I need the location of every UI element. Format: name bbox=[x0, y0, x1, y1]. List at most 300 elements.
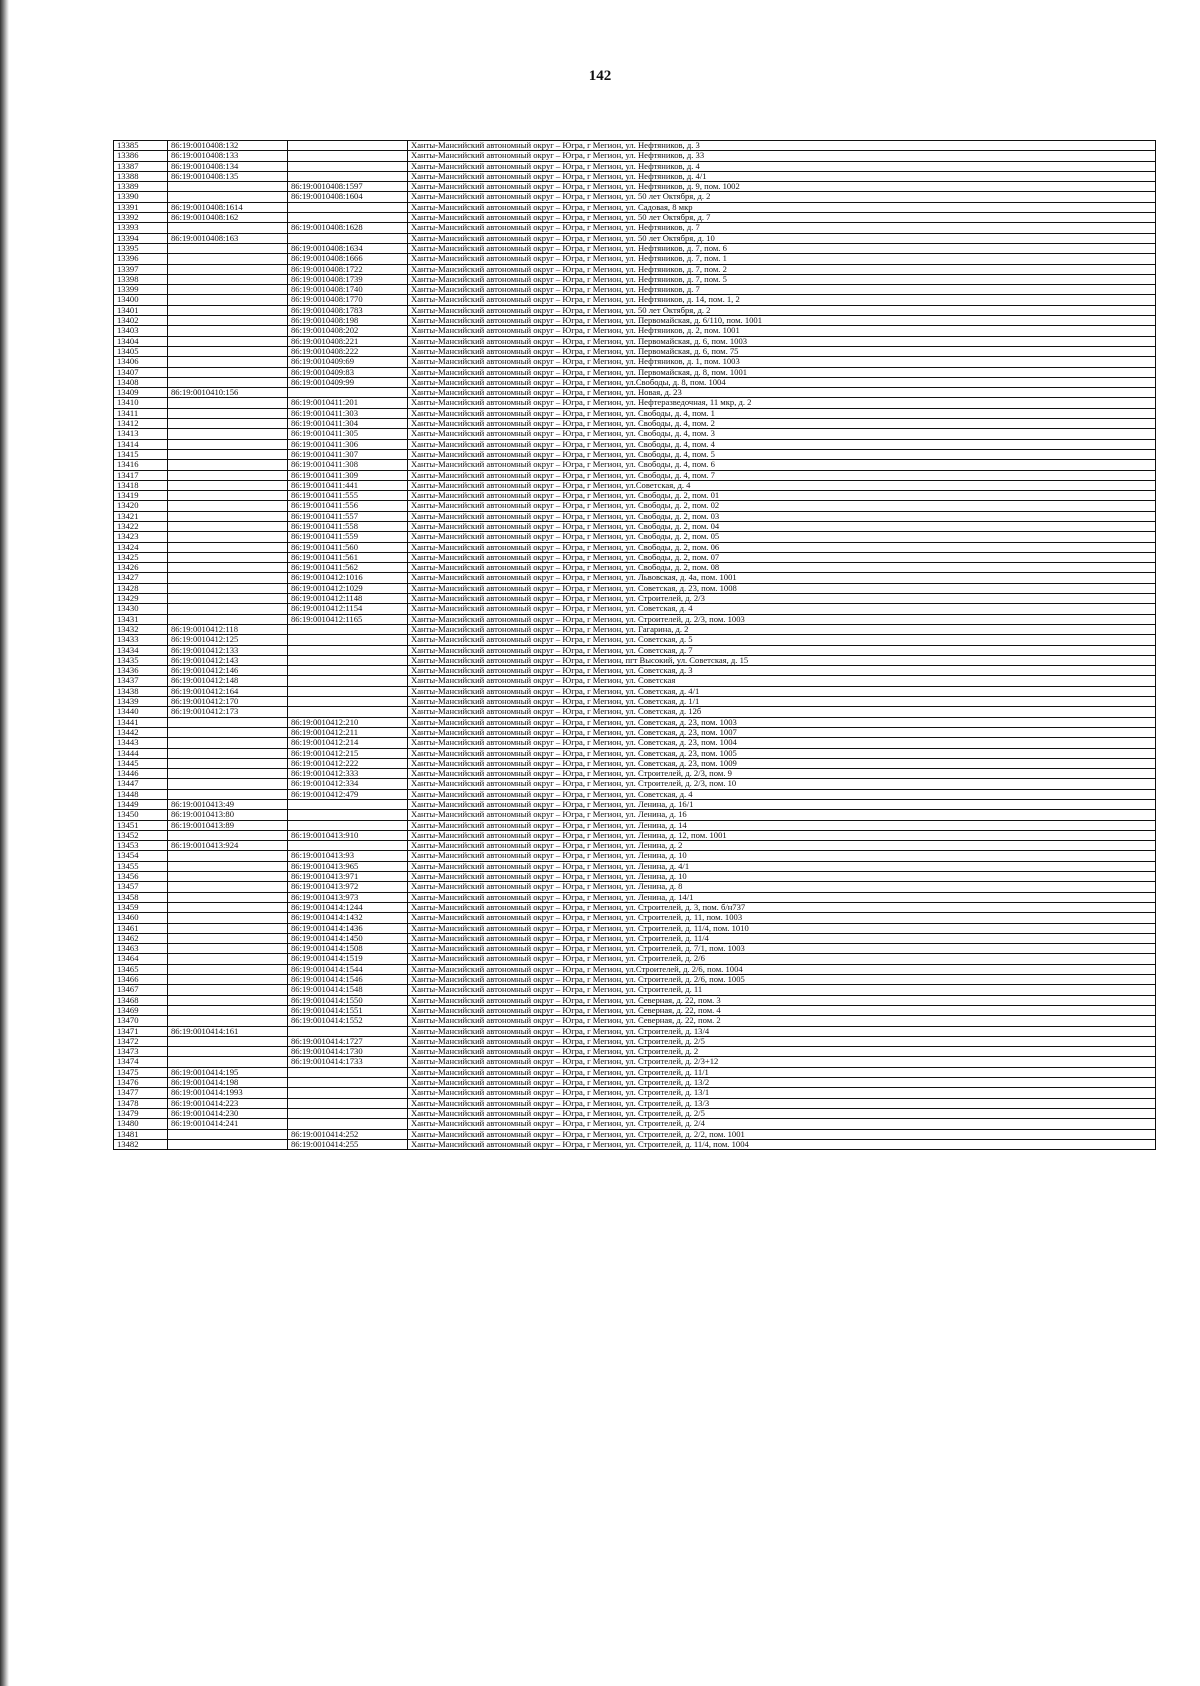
premises-cadastral-number-cell: 86:19:0010413:972 bbox=[288, 882, 408, 892]
table-row bbox=[114, 285, 1156, 295]
premises-cadastral-number-cell: 86:19:0010412:479 bbox=[288, 789, 408, 799]
object-address-cell: Ханты-Мансийский автономный округ – Югра, г Мегион, ул. Свободы, д. 2, пом. 04 bbox=[408, 521, 1156, 531]
land-cadastral-number-cell bbox=[168, 305, 288, 315]
row-number-cell: 13429 bbox=[114, 594, 168, 604]
land-cadastral-number-cell: 86:19:0010414:161 bbox=[168, 1026, 288, 1036]
table-row bbox=[114, 697, 1156, 707]
land-cadastral-number-cell: 86:19:0010408:1614 bbox=[168, 202, 288, 212]
object-address-cell: Ханты-Мансийский автономный округ – Югра, г Мегион, ул. Нефтяников, д. 14, пом. 1, 2 bbox=[408, 295, 1156, 305]
premises-cadastral-number-cell: 86:19:0010408:1739 bbox=[288, 274, 408, 284]
row-number-cell: 13445 bbox=[114, 758, 168, 768]
object-address-cell: Ханты-Мансийский автономный округ – Югра, г Мегион, ул. Свободы, д. 4, пом. 2 bbox=[408, 419, 1156, 429]
land-cadastral-number-cell bbox=[168, 511, 288, 521]
object-address-cell: Ханты-Мансийский автономный округ – Югра, г Мегион, ул. Первомайская, д. 6/110, пом. 1001 bbox=[408, 316, 1156, 326]
row-number-cell: 13471 bbox=[114, 1026, 168, 1036]
land-cadastral-number-cell bbox=[168, 346, 288, 356]
object-address-cell: Ханты-Мансийский автономный округ – Югра, г Мегион, ул. Ленина, д. 4/1 bbox=[408, 861, 1156, 871]
object-address-cell: Ханты-Мансийский автономный округ – Югра, г Мегион, ул. Ленина, д. 16/1 bbox=[408, 800, 1156, 810]
row-number-cell: 13468 bbox=[114, 995, 168, 1005]
object-address-cell: Ханты-Мансийский автономный округ – Югра, г Мегион, ул. Свободы, д. 2, пом. 06 bbox=[408, 542, 1156, 552]
table-row bbox=[114, 305, 1156, 315]
object-address-cell: Ханты-Мансийский автономный округ – Югра, г Мегион, ул. Ленина, д. 12, пом. 1001 bbox=[408, 830, 1156, 840]
row-number-cell: 13454 bbox=[114, 851, 168, 861]
land-cadastral-number-cell bbox=[168, 882, 288, 892]
object-address-cell: Ханты-Мансийский автономный округ – Югра, г Мегион, ул. Советская, д. 4/1 bbox=[408, 686, 1156, 696]
row-number-cell: 13423 bbox=[114, 532, 168, 542]
object-address-cell: Ханты-Мансийский автономный округ – Югра, г Мегион, ул. Нефтяников, д. 7 bbox=[408, 285, 1156, 295]
row-number-cell: 13446 bbox=[114, 769, 168, 779]
table-row bbox=[114, 1078, 1156, 1088]
premises-cadastral-number-cell: 86:19:0010414:1730 bbox=[288, 1047, 408, 1057]
table-row bbox=[114, 408, 1156, 418]
land-cadastral-number-cell bbox=[168, 748, 288, 758]
object-address-cell: Ханты-Мансийский автономный округ – Югра, г Мегион, ул. Ленина, д. 14 bbox=[408, 820, 1156, 830]
land-cadastral-number-cell bbox=[168, 995, 288, 1005]
object-address-cell: Ханты-Мансийский автономный округ – Югра, г Мегион, ул. Ленина, д. 8 bbox=[408, 882, 1156, 892]
row-number-cell: 13404 bbox=[114, 336, 168, 346]
object-address-cell: Ханты-Мансийский автономный округ – Югра, г Мегион, ул. Строителей, д. 2/3 bbox=[408, 594, 1156, 604]
table-row bbox=[114, 635, 1156, 645]
row-number-cell: 13397 bbox=[114, 264, 168, 274]
premises-cadastral-number-cell: 86:19:0010411:556 bbox=[288, 501, 408, 511]
land-cadastral-number-cell: 86:19:0010410:156 bbox=[168, 388, 288, 398]
row-number-cell: 13419 bbox=[114, 491, 168, 501]
land-cadastral-number-cell: 86:19:0010408:162 bbox=[168, 213, 288, 223]
table-row bbox=[114, 491, 1156, 501]
premises-cadastral-number-cell bbox=[288, 635, 408, 645]
table-row bbox=[114, 1098, 1156, 1108]
row-number-cell: 13472 bbox=[114, 1036, 168, 1046]
object-address-cell: Ханты-Мансийский автономный округ – Югра, г Мегион, ул. Свободы, д. 2, пом. 05 bbox=[408, 532, 1156, 542]
land-cadastral-number-cell bbox=[168, 1129, 288, 1139]
land-cadastral-number-cell bbox=[168, 614, 288, 624]
premises-cadastral-number-cell: 86:19:0010414:1727 bbox=[288, 1036, 408, 1046]
page-number: 142 bbox=[588, 68, 612, 84]
row-number-cell: 13417 bbox=[114, 470, 168, 480]
land-cadastral-number-cell bbox=[168, 521, 288, 531]
premises-cadastral-number-cell: 86:19:0010408:1604 bbox=[288, 192, 408, 202]
table-row bbox=[114, 882, 1156, 892]
row-number-cell: 13441 bbox=[114, 717, 168, 727]
row-number-cell: 13456 bbox=[114, 872, 168, 882]
object-address-cell: Ханты-Мансийский автономный округ – Югра, г Мегион, ул. Строителей, д. 11/4, пом. 1004 bbox=[408, 1139, 1156, 1149]
table-row bbox=[114, 820, 1156, 830]
premises-cadastral-number-cell bbox=[288, 1088, 408, 1098]
row-number-cell: 13424 bbox=[114, 542, 168, 552]
land-cadastral-number-cell bbox=[168, 408, 288, 418]
row-number-cell: 13453 bbox=[114, 841, 168, 851]
row-number-cell: 13398 bbox=[114, 274, 168, 284]
row-number-cell: 13474 bbox=[114, 1057, 168, 1067]
object-address-cell: Ханты-Мансийский автономный округ – Югра, г Мегион, ул. Советская, д. 23, пом. 1004 bbox=[408, 738, 1156, 748]
land-cadastral-number-cell bbox=[168, 573, 288, 583]
table-row bbox=[114, 923, 1156, 933]
table-row bbox=[114, 243, 1156, 253]
premises-cadastral-number-cell: 86:19:0010408:1597 bbox=[288, 182, 408, 192]
object-address-cell: Ханты-Мансийский автономный округ – Югра, г Мегион, ул. Строителей, д. 3, пом. б/н737 bbox=[408, 902, 1156, 912]
row-number-cell: 13478 bbox=[114, 1098, 168, 1108]
object-address-cell: Ханты-Мансийский автономный округ – Югра, г Мегион, ул. Строителей, д. 2/2, пом. 1001 bbox=[408, 1129, 1156, 1139]
object-address-cell: Ханты-Мансийский автономный округ – Югра, г Мегион, ул. 50 лет Октября, д. 10 bbox=[408, 233, 1156, 243]
registry-table bbox=[113, 140, 1156, 1150]
land-cadastral-number-cell bbox=[168, 439, 288, 449]
premises-cadastral-number-cell bbox=[288, 1078, 408, 1088]
premises-cadastral-number-cell: 86:19:0010413:971 bbox=[288, 872, 408, 882]
row-number-cell: 13434 bbox=[114, 645, 168, 655]
object-address-cell: Ханты-Мансийский автономный округ – Югра, г Мегион, ул. Ленина, д. 14/1 bbox=[408, 892, 1156, 902]
row-number-cell: 13387 bbox=[114, 161, 168, 171]
table-row bbox=[114, 346, 1156, 356]
premises-cadastral-number-cell: 86:19:0010408:1634 bbox=[288, 243, 408, 253]
premises-cadastral-number-cell: 86:19:0010411:559 bbox=[288, 532, 408, 542]
row-number-cell: 13432 bbox=[114, 624, 168, 634]
premises-cadastral-number-cell: 86:19:0010412:211 bbox=[288, 727, 408, 737]
object-address-cell: Ханты-Мансийский автономный округ – Югра, г Мегион, ул. Свободы, д. 4, пом. 1 bbox=[408, 408, 1156, 418]
table-row bbox=[114, 717, 1156, 727]
table-row bbox=[114, 748, 1156, 758]
land-cadastral-number-cell bbox=[168, 295, 288, 305]
row-number-cell: 13420 bbox=[114, 501, 168, 511]
row-number-cell: 13402 bbox=[114, 316, 168, 326]
land-cadastral-number-cell bbox=[168, 779, 288, 789]
object-address-cell: Ханты-Мансийский автономный округ – Югра, г Мегион, ул. Советская, д. 23, пом. 1009 bbox=[408, 758, 1156, 768]
row-number-cell: 13400 bbox=[114, 295, 168, 305]
premises-cadastral-number-cell bbox=[288, 624, 408, 634]
table-row bbox=[114, 532, 1156, 542]
land-cadastral-number-cell bbox=[168, 192, 288, 202]
table-row bbox=[114, 233, 1156, 243]
land-cadastral-number-cell bbox=[168, 1005, 288, 1015]
row-number-cell: 13409 bbox=[114, 388, 168, 398]
premises-cadastral-number-cell: 86:19:0010408:1666 bbox=[288, 254, 408, 264]
row-number-cell: 13439 bbox=[114, 697, 168, 707]
land-cadastral-number-cell: 86:19:0010414:230 bbox=[168, 1108, 288, 1118]
premises-cadastral-number-cell: 86:19:0010412:215 bbox=[288, 748, 408, 758]
object-address-cell: Ханты-Мансийский автономный округ – Югра, г Мегион, ул. Советская, д. 23, пом. 1003 bbox=[408, 717, 1156, 727]
object-address-cell: Ханты-Мансийский автономный округ – Югра, г Мегион, ул. Советская, д. 23, пом. 1007 bbox=[408, 727, 1156, 737]
table-row bbox=[114, 480, 1156, 490]
land-cadastral-number-cell bbox=[168, 398, 288, 408]
land-cadastral-number-cell bbox=[168, 964, 288, 974]
table-row bbox=[114, 377, 1156, 387]
object-address-cell: Ханты-Мансийский автономный округ – Югра, г Мегион, ул. Строителей, д. 2/3, пом. 9 bbox=[408, 769, 1156, 779]
table-row bbox=[114, 995, 1156, 1005]
object-address-cell: Ханты-Мансийский автономный округ – Югра, г Мегион, ул. Строителей, д. 2/6, пом. 1005 bbox=[408, 975, 1156, 985]
land-cadastral-number-cell bbox=[168, 470, 288, 480]
land-cadastral-number-cell bbox=[168, 758, 288, 768]
row-number-cell: 13469 bbox=[114, 1005, 168, 1015]
row-number-cell: 13437 bbox=[114, 676, 168, 686]
row-number-cell: 13401 bbox=[114, 305, 168, 315]
land-cadastral-number-cell bbox=[168, 377, 288, 387]
object-address-cell: Ханты-Мансийский автономный округ – Югра, г Мегион, ул. Первомайская, д. 8, пом. 1001 bbox=[408, 367, 1156, 377]
row-number-cell: 13391 bbox=[114, 202, 168, 212]
premises-cadastral-number-cell: 86:19:0010411:306 bbox=[288, 439, 408, 449]
table-row bbox=[114, 1088, 1156, 1098]
land-cadastral-number-cell bbox=[168, 944, 288, 954]
row-number-cell: 13479 bbox=[114, 1108, 168, 1118]
table-row bbox=[114, 779, 1156, 789]
registry-body bbox=[114, 141, 1156, 1150]
table-row bbox=[114, 676, 1156, 686]
row-number-cell: 13465 bbox=[114, 964, 168, 974]
table-row bbox=[114, 552, 1156, 562]
scan-edge-shadow bbox=[0, 0, 9, 1686]
premises-cadastral-number-cell: 86:19:0010412:333 bbox=[288, 769, 408, 779]
row-number-cell: 13447 bbox=[114, 779, 168, 789]
table-row bbox=[114, 738, 1156, 748]
row-number-cell: 13388 bbox=[114, 171, 168, 181]
object-address-cell: Ханты-Мансийский автономный округ – Югра, г Мегион, ул. Советская, д. 12б bbox=[408, 707, 1156, 717]
table-row bbox=[114, 316, 1156, 326]
land-cadastral-number-cell bbox=[168, 223, 288, 233]
row-number-cell: 13457 bbox=[114, 882, 168, 892]
premises-cadastral-number-cell: 86:19:0010411:304 bbox=[288, 419, 408, 429]
row-number-cell: 13416 bbox=[114, 460, 168, 470]
premises-cadastral-number-cell: 86:19:0010413:910 bbox=[288, 830, 408, 840]
premises-cadastral-number-cell bbox=[288, 686, 408, 696]
object-address-cell: Ханты-Мансийский автономный округ – Югра, г Мегион, ул.Советская, д. 4 bbox=[408, 480, 1156, 490]
row-number-cell: 13450 bbox=[114, 810, 168, 820]
table-row bbox=[114, 800, 1156, 810]
premises-cadastral-number-cell bbox=[288, 161, 408, 171]
row-number-cell: 13403 bbox=[114, 326, 168, 336]
object-address-cell: Ханты-Мансийский автономный округ – Югра, г Мегион, ул. Первомайская, д. 6, пом. 75 bbox=[408, 346, 1156, 356]
row-number-cell: 13440 bbox=[114, 707, 168, 717]
object-address-cell: Ханты-Мансийский автономный округ – Югра, г Мегион, ул. Северная, д. 22, пом. 4 bbox=[408, 1005, 1156, 1015]
object-address-cell: Ханты-Мансийский автономный округ – Югра, г Мегион, ул. Нефтяников, д. 3 bbox=[408, 141, 1156, 151]
land-cadastral-number-cell bbox=[168, 913, 288, 923]
premises-cadastral-number-cell bbox=[288, 655, 408, 665]
table-row bbox=[114, 1047, 1156, 1057]
row-number-cell: 13442 bbox=[114, 727, 168, 737]
object-address-cell: Ханты-Мансийский автономный округ – Югра, г Мегион, ул. Свободы, д. 2, пом. 08 bbox=[408, 563, 1156, 573]
object-address-cell: Ханты-Мансийский автономный округ – Югра, г Мегион, ул. Строителей, д. 2/4 bbox=[408, 1119, 1156, 1129]
object-address-cell: Ханты-Мансийский автономный округ – Югра, г Мегион, ул. Свободы, д. 2, пом. 01 bbox=[408, 491, 1156, 501]
land-cadastral-number-cell bbox=[168, 449, 288, 459]
row-number-cell: 13470 bbox=[114, 1016, 168, 1026]
premises-cadastral-number-cell: 86:19:0010412:1165 bbox=[288, 614, 408, 624]
land-cadastral-number-cell: 86:19:0010408:134 bbox=[168, 161, 288, 171]
premises-cadastral-number-cell: 86:19:0010412:1016 bbox=[288, 573, 408, 583]
object-address-cell: Ханты-Мансийский автономный округ – Югра, г Мегион, ул. Советская, д. 4 bbox=[408, 604, 1156, 614]
premises-cadastral-number-cell: 86:19:0010408:1722 bbox=[288, 264, 408, 274]
land-cadastral-number-cell: 86:19:0010412:170 bbox=[168, 697, 288, 707]
row-number-cell: 13393 bbox=[114, 223, 168, 233]
premises-cadastral-number-cell: 86:19:0010414:1508 bbox=[288, 944, 408, 954]
row-number-cell: 13463 bbox=[114, 944, 168, 954]
table-row bbox=[114, 851, 1156, 861]
land-cadastral-number-cell bbox=[168, 1016, 288, 1026]
table-row bbox=[114, 892, 1156, 902]
land-cadastral-number-cell: 86:19:0010408:132 bbox=[168, 141, 288, 151]
object-address-cell: Ханты-Мансийский автономный округ – Югра, г Мегион, ул. Свободы, д. 2, пом. 07 bbox=[408, 552, 1156, 562]
table-row bbox=[114, 182, 1156, 192]
premises-cadastral-number-cell: 86:19:0010411:557 bbox=[288, 511, 408, 521]
row-number-cell: 13444 bbox=[114, 748, 168, 758]
premises-cadastral-number-cell: 86:19:0010414:1551 bbox=[288, 1005, 408, 1015]
premises-cadastral-number-cell: 86:19:0010414:1244 bbox=[288, 902, 408, 912]
row-number-cell: 13467 bbox=[114, 985, 168, 995]
row-number-cell: 13480 bbox=[114, 1119, 168, 1129]
table-row bbox=[114, 501, 1156, 511]
table-row bbox=[114, 655, 1156, 665]
premises-cadastral-number-cell: 86:19:0010411:558 bbox=[288, 521, 408, 531]
table-row bbox=[114, 975, 1156, 985]
row-number-cell: 13436 bbox=[114, 666, 168, 676]
land-cadastral-number-cell: 86:19:0010412:125 bbox=[168, 635, 288, 645]
table-row bbox=[114, 1036, 1156, 1046]
land-cadastral-number-cell bbox=[168, 1036, 288, 1046]
premises-cadastral-number-cell: 86:19:0010413:93 bbox=[288, 851, 408, 861]
object-address-cell: Ханты-Мансийский автономный округ – Югра, г Мегион, ул. Советская, д. 1/1 bbox=[408, 697, 1156, 707]
land-cadastral-number-cell bbox=[168, 727, 288, 737]
row-number-cell: 13428 bbox=[114, 583, 168, 593]
row-number-cell: 13452 bbox=[114, 830, 168, 840]
row-number-cell: 13475 bbox=[114, 1067, 168, 1077]
land-cadastral-number-cell: 86:19:0010414:1993 bbox=[168, 1088, 288, 1098]
table-row bbox=[114, 254, 1156, 264]
premises-cadastral-number-cell bbox=[288, 676, 408, 686]
land-cadastral-number-cell: 86:19:0010413:924 bbox=[168, 841, 288, 851]
premises-cadastral-number-cell: 86:19:0010414:1436 bbox=[288, 923, 408, 933]
table-row bbox=[114, 1057, 1156, 1067]
land-cadastral-number-cell bbox=[168, 861, 288, 871]
object-address-cell: Ханты-Мансийский автономный округ – Югра, г Мегион, ул. Строителей, д. 11/4 bbox=[408, 933, 1156, 943]
table-row bbox=[114, 429, 1156, 439]
table-row bbox=[114, 1016, 1156, 1026]
premises-cadastral-number-cell bbox=[288, 707, 408, 717]
table-row bbox=[114, 872, 1156, 882]
row-number-cell: 13395 bbox=[114, 243, 168, 253]
row-number-cell: 13443 bbox=[114, 738, 168, 748]
object-address-cell: Ханты-Мансийский автономный округ – Югра, г Мегион, ул. Свободы, д. 4, пом. 7 bbox=[408, 470, 1156, 480]
land-cadastral-number-cell bbox=[168, 830, 288, 840]
object-address-cell: Ханты-Мансийский автономный округ – Югра, г Мегион, ул. Свободы, д. 4, пом. 5 bbox=[408, 449, 1156, 459]
premises-cadastral-number-cell: 86:19:0010408:1628 bbox=[288, 223, 408, 233]
table-row bbox=[114, 213, 1156, 223]
row-number-cell: 13482 bbox=[114, 1139, 168, 1149]
table-row bbox=[114, 336, 1156, 346]
land-cadastral-number-cell bbox=[168, 1139, 288, 1149]
object-address-cell: Ханты-Мансийский автономный округ – Югра, г Мегион, ул. Советская, д. 23, пом. 1008 bbox=[408, 583, 1156, 593]
row-number-cell: 13414 bbox=[114, 439, 168, 449]
row-number-cell: 13389 bbox=[114, 182, 168, 192]
row-number-cell: 13464 bbox=[114, 954, 168, 964]
row-number-cell: 13459 bbox=[114, 902, 168, 912]
premises-cadastral-number-cell: 86:19:0010408:221 bbox=[288, 336, 408, 346]
premises-cadastral-number-cell bbox=[288, 151, 408, 161]
land-cadastral-number-cell bbox=[168, 182, 288, 192]
object-address-cell: Ханты-Мансийский автономный округ – Югра, г Мегион, ул. Строителей, д. 7/1, пом. 1003 bbox=[408, 944, 1156, 954]
table-row bbox=[114, 398, 1156, 408]
premises-cadastral-number-cell bbox=[288, 820, 408, 830]
premises-cadastral-number-cell: 86:19:0010409:83 bbox=[288, 367, 408, 377]
object-address-cell: Ханты-Мансийский автономный округ – Югра, г Мегион, ул. Строителей, д. 2/3, пом. 10 bbox=[408, 779, 1156, 789]
land-cadastral-number-cell: 86:19:0010414:198 bbox=[168, 1078, 288, 1088]
object-address-cell: Ханты-Мансийский автономный округ – Югра, г Мегион, ул. Советская, д. 3 bbox=[408, 666, 1156, 676]
land-cadastral-number-cell: 86:19:0010412:146 bbox=[168, 666, 288, 676]
premises-cadastral-number-cell bbox=[288, 1067, 408, 1077]
table-row bbox=[114, 171, 1156, 181]
row-number-cell: 13394 bbox=[114, 233, 168, 243]
premises-cadastral-number-cell bbox=[288, 1119, 408, 1129]
row-number-cell: 13390 bbox=[114, 192, 168, 202]
object-address-cell: Ханты-Мансийский автономный округ – Югра, г Мегион, ул. Строителей, д. 13/1 bbox=[408, 1088, 1156, 1098]
object-address-cell: Ханты-Мансийский автономный округ – Югра, г Мегион, ул. Строителей, д. 2/3+12 bbox=[408, 1057, 1156, 1067]
object-address-cell: Ханты-Мансийский автономный округ – Югра, г Мегион, ул. Свободы, д. 4, пом. 3 bbox=[408, 429, 1156, 439]
object-address-cell: Ханты-Мансийский автономный округ – Югра, г Мегион, ул. Нефтяников, д. 7, пом. 1 bbox=[408, 254, 1156, 264]
land-cadastral-number-cell: 86:19:0010412:143 bbox=[168, 655, 288, 665]
land-cadastral-number-cell bbox=[168, 851, 288, 861]
object-address-cell: Ханты-Мансийский автономный округ – Югра, г Мегион, ул. Строителей, д. 2/5 bbox=[408, 1036, 1156, 1046]
object-address-cell: Ханты-Мансийский автономный округ – Югра, г Мегион, ул. 50 лет Октября, д. 2 bbox=[408, 192, 1156, 202]
table-row bbox=[114, 367, 1156, 377]
land-cadastral-number-cell bbox=[168, 326, 288, 336]
table-row bbox=[114, 583, 1156, 593]
land-cadastral-number-cell bbox=[168, 717, 288, 727]
object-address-cell: Ханты-Мансийский автономный округ – Югра, г Мегион, ул. Нефтяников, д. 7, пом. 2 bbox=[408, 264, 1156, 274]
object-address-cell: Ханты-Мансийский автономный округ – Югра, г Мегион, ул. Строителей, д. 2/5 bbox=[408, 1108, 1156, 1118]
object-address-cell: Ханты-Мансийский автономный округ – Югра, г Мегион, ул. Садовая, 8 мкр bbox=[408, 202, 1156, 212]
table-row bbox=[114, 141, 1156, 151]
premises-cadastral-number-cell: 86:19:0010411:303 bbox=[288, 408, 408, 418]
table-row bbox=[114, 460, 1156, 470]
table-row bbox=[114, 861, 1156, 871]
table-row bbox=[114, 264, 1156, 274]
land-cadastral-number-cell bbox=[168, 243, 288, 253]
object-address-cell: Ханты-Мансийский автономный округ – Югра, г Мегион, ул. Нефтяников, д. 7 bbox=[408, 223, 1156, 233]
row-number-cell: 13438 bbox=[114, 686, 168, 696]
table-row bbox=[114, 841, 1156, 851]
object-address-cell: Ханты-Мансийский автономный округ – Югра, г Мегион, ул. Строителей, д. 13/2 bbox=[408, 1078, 1156, 1088]
land-cadastral-number-cell bbox=[168, 892, 288, 902]
row-number-cell: 13433 bbox=[114, 635, 168, 645]
premises-cadastral-number-cell bbox=[288, 233, 408, 243]
object-address-cell: Ханты-Мансийский автономный округ – Югра, г Мегион, ул. Советская, д. 5 bbox=[408, 635, 1156, 645]
object-address-cell: Ханты-Мансийский автономный округ – Югра, г Мегион, ул. Нефтяников, д. 33 bbox=[408, 151, 1156, 161]
table-row bbox=[114, 388, 1156, 398]
table-row bbox=[114, 789, 1156, 799]
land-cadastral-number-cell bbox=[168, 501, 288, 511]
row-number-cell: 13396 bbox=[114, 254, 168, 264]
table-row bbox=[114, 161, 1156, 171]
premises-cadastral-number-cell bbox=[288, 141, 408, 151]
table-row bbox=[114, 151, 1156, 161]
land-cadastral-number-cell bbox=[168, 336, 288, 346]
premises-cadastral-number-cell bbox=[288, 213, 408, 223]
premises-cadastral-number-cell: 86:19:0010409:99 bbox=[288, 377, 408, 387]
object-address-cell: Ханты-Мансийский автономный округ – Югра, г Мегион, ул. Строителей, д. 11, пом. 1003 bbox=[408, 913, 1156, 923]
row-number-cell: 13477 bbox=[114, 1088, 168, 1098]
premises-cadastral-number-cell bbox=[288, 171, 408, 181]
table-row bbox=[114, 1119, 1156, 1129]
land-cadastral-number-cell bbox=[168, 563, 288, 573]
object-address-cell: Ханты-Мансийский автономный округ – Югра, г Мегион, ул. Советская, д. 23, пом. 1005 bbox=[408, 748, 1156, 758]
land-cadastral-number-cell: 86:19:0010412:133 bbox=[168, 645, 288, 655]
premises-cadastral-number-cell bbox=[288, 810, 408, 820]
table-row bbox=[114, 645, 1156, 655]
object-address-cell: Ханты-Мансийский автономный округ – Югра, г Мегион, ул. Ленина, д. 10 bbox=[408, 872, 1156, 882]
object-address-cell: Ханты-Мансийский автономный округ – Югра, г Мегион, ул. 50 лет Октября, д. 7 bbox=[408, 213, 1156, 223]
row-number-cell: 13462 bbox=[114, 933, 168, 943]
row-number-cell: 13427 bbox=[114, 573, 168, 583]
row-number-cell: 13410 bbox=[114, 398, 168, 408]
premises-cadastral-number-cell: 86:19:0010408:1740 bbox=[288, 285, 408, 295]
premises-cadastral-number-cell: 86:19:0010412:334 bbox=[288, 779, 408, 789]
object-address-cell: Ханты-Мансийский автономный округ – Югра, г Мегион, ул. Северная, д. 22, пом. 2 bbox=[408, 1016, 1156, 1026]
land-cadastral-number-cell bbox=[168, 954, 288, 964]
